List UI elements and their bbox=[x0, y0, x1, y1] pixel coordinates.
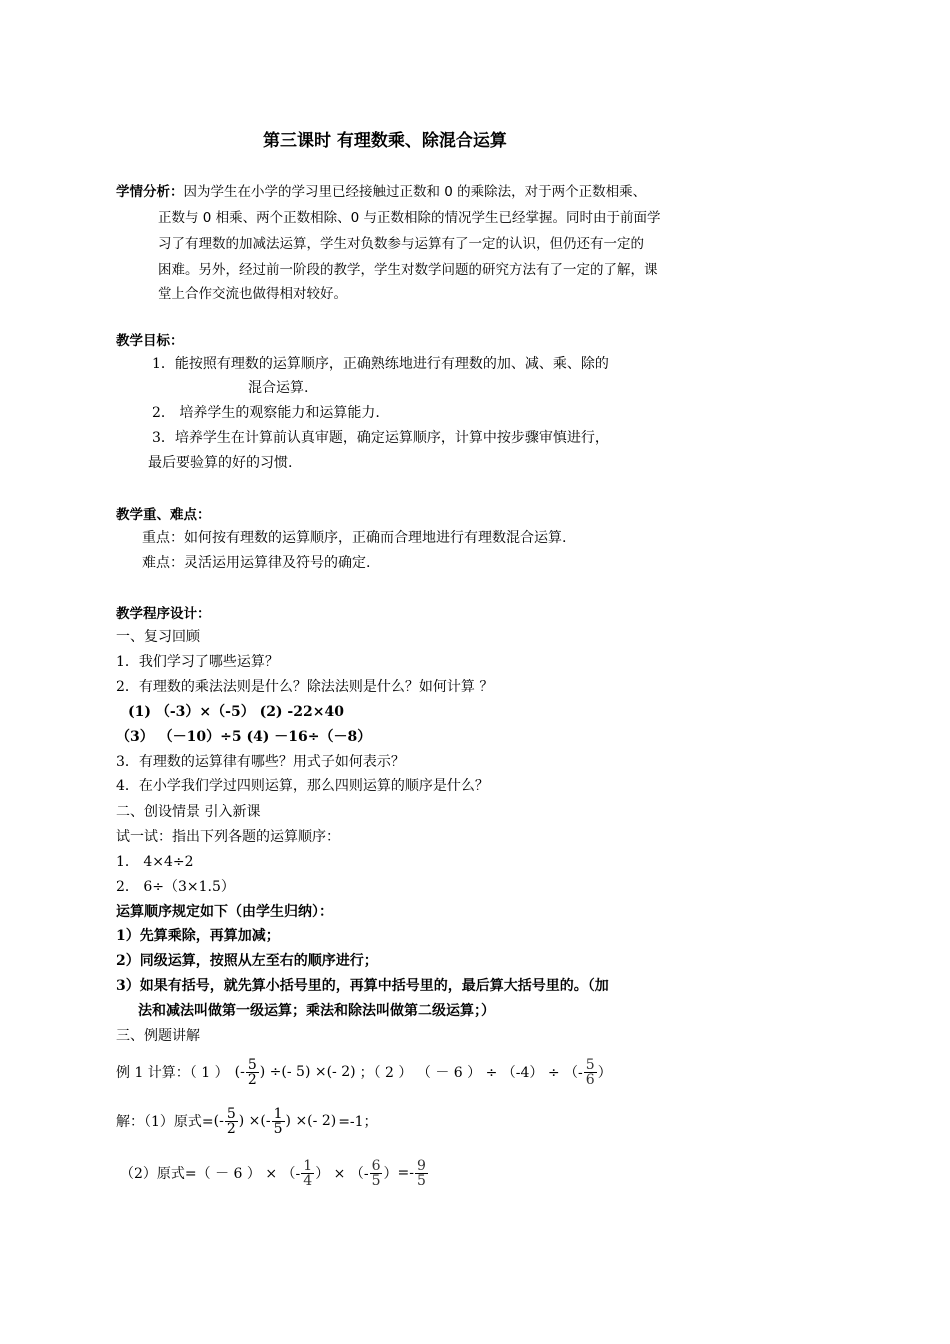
keypoint-difficulty: 难点：灵活运用运算律及符号的确定. bbox=[142, 555, 371, 571]
analysis-line-5: 堂上合作交流也做得相对较好。 bbox=[158, 286, 347, 302]
goal-1-line-2: 混合运算. bbox=[248, 380, 309, 396]
review-question-3: 3．有理数的运算律有哪些？用式子如何表示？ bbox=[116, 754, 405, 770]
review-heading: 一、复习回顾 bbox=[116, 629, 200, 645]
try-item-1: 1． 4×4÷2 bbox=[116, 854, 194, 870]
example-1-label: 例 1 计算：（ 1 ） bbox=[116, 1065, 229, 1081]
example-1 bbox=[116, 1050, 612, 1094]
solution-2-label: （2）原式=（ － 6 ） × （- bbox=[120, 1166, 301, 1182]
fraction-9-over-5: $\frac{9}{5}$ bbox=[416, 1157, 426, 1189]
try-label: 试一试：指出下列各题的运算顺序： bbox=[116, 829, 340, 845]
solution-1-rest: ) ×(- 2) bbox=[285, 1113, 337, 1129]
try-item-2: 2． 6÷（3×1.5） bbox=[116, 879, 235, 895]
page-title: 第三课时 有理数乘、除混合运算 bbox=[263, 131, 507, 151]
solution-2-close: ） bbox=[383, 1166, 398, 1182]
procedure-heading: 教学程序设计： bbox=[116, 606, 211, 622]
fraction-5-over-6: $\frac{5}{6}$ bbox=[585, 1056, 595, 1088]
example-1-p1-open: (- bbox=[234, 1064, 245, 1080]
rule-1: 1）先算乘除，再算加减； bbox=[116, 928, 280, 944]
fraction-5-over-2: $\frac{5}{2}$ bbox=[226, 1105, 236, 1137]
solution-2 bbox=[120, 1150, 429, 1196]
review-question-1: 1．我们学习了哪些运算？ bbox=[116, 654, 279, 670]
keypoint-focus: 重点：如何按有理数的运算顺序，正确而合理地进行有理数混合运算. bbox=[142, 530, 567, 546]
review-question-2: 2．有理数的乘法法则是什么？除法法则是什么？如何计算 ？ bbox=[116, 679, 494, 695]
analysis-line-2: 正数与 0 相乘、两个正数相除、0 与正数相除的情况学生已经掌握。同时由于前面学 bbox=[158, 210, 661, 226]
example-1-p1-rest: ) ÷(- 5) ×(- 2) bbox=[259, 1064, 356, 1080]
solution-2-mid: ） × （- bbox=[315, 1166, 369, 1182]
intro-heading: 二、创设情景 引入新课 bbox=[116, 804, 261, 820]
example-1-p2-close: ） bbox=[597, 1065, 612, 1081]
fraction-1-over-4: $\frac{1}{4}$ bbox=[303, 1157, 313, 1189]
exercise-row-1: (1) （-3）×（-5） (2) -22×40 bbox=[128, 704, 344, 720]
keypoints-heading: 教学重、难点： bbox=[116, 507, 211, 523]
rules-heading: 运算顺序规定如下（由学生归纳）： bbox=[116, 904, 333, 920]
analysis-line-3: 习了有理数的加减法运算，学生对负数参与运算有了一定的认识，但仍还有一定的 bbox=[158, 236, 644, 252]
goal-3-line-1: 3．培养学生在计算前认真审题，确定运算顺序，计算中按步骤审慎进行， bbox=[152, 430, 609, 446]
fraction-1-over-5: $\frac{1}{5}$ bbox=[273, 1105, 283, 1137]
analysis-heading: 学情分析： bbox=[116, 184, 184, 200]
goal-1-line-1: 1．能按照有理数的运算顺序，正确熟练地进行有理数的加、减、乘、除的 bbox=[152, 356, 609, 372]
fraction-5-over-2: $\frac{5}{2}$ bbox=[247, 1056, 257, 1088]
example-1-p2-label: ；（ 2 ） （ － 6 ） ÷ （-4） ÷ （- bbox=[359, 1065, 583, 1081]
solution-1-open: (- bbox=[213, 1113, 224, 1129]
solution-1-mid: ) ×(- bbox=[238, 1113, 271, 1129]
exercise-row-2: （3） （－10）÷5 (4) －16÷（－8） bbox=[116, 729, 372, 745]
analysis-line-4: 困难。另外，经过前一阶段的教学，学生对数学问题的研究方法有了一定的了解，课 bbox=[158, 262, 658, 278]
solution-1-result: =-1； bbox=[338, 1114, 378, 1130]
solution-2-eq: =- bbox=[397, 1165, 414, 1181]
analysis-text: 因为学生在小学的学习里已经接触过正数和 0 的乘除法，对于两个正数相乘、 bbox=[183, 184, 647, 200]
rule-3-line-2: 法和减法叫做第一级运算；乘法和除法叫做第二级运算；） bbox=[138, 1003, 495, 1019]
example-heading: 三、例题讲解 bbox=[116, 1028, 200, 1044]
rule-3-line-1: 3）如果有括号，就先算小括号里的，再算中括号里的，最后算大括号里的。（加 bbox=[116, 978, 609, 994]
fraction-6-over-5: $\frac{6}{5}$ bbox=[371, 1157, 381, 1189]
solution-1 bbox=[116, 1098, 378, 1144]
solution-label: 解：（1）原式= bbox=[116, 1114, 214, 1130]
goal-3-line-2: 最后要验算的好的习惯. bbox=[148, 455, 293, 471]
analysis-line-1 bbox=[116, 180, 646, 200]
goals-heading: 教学目标： bbox=[116, 333, 184, 349]
review-question-4: 4．在小学我们学过四则运算，那么四则运算的顺序是什么？ bbox=[116, 778, 489, 794]
goal-2: 2． 培养学生的观察能力和运算能力. bbox=[152, 405, 380, 421]
rule-2: 2）同级运算，按照从左至右的顺序进行； bbox=[116, 953, 378, 969]
